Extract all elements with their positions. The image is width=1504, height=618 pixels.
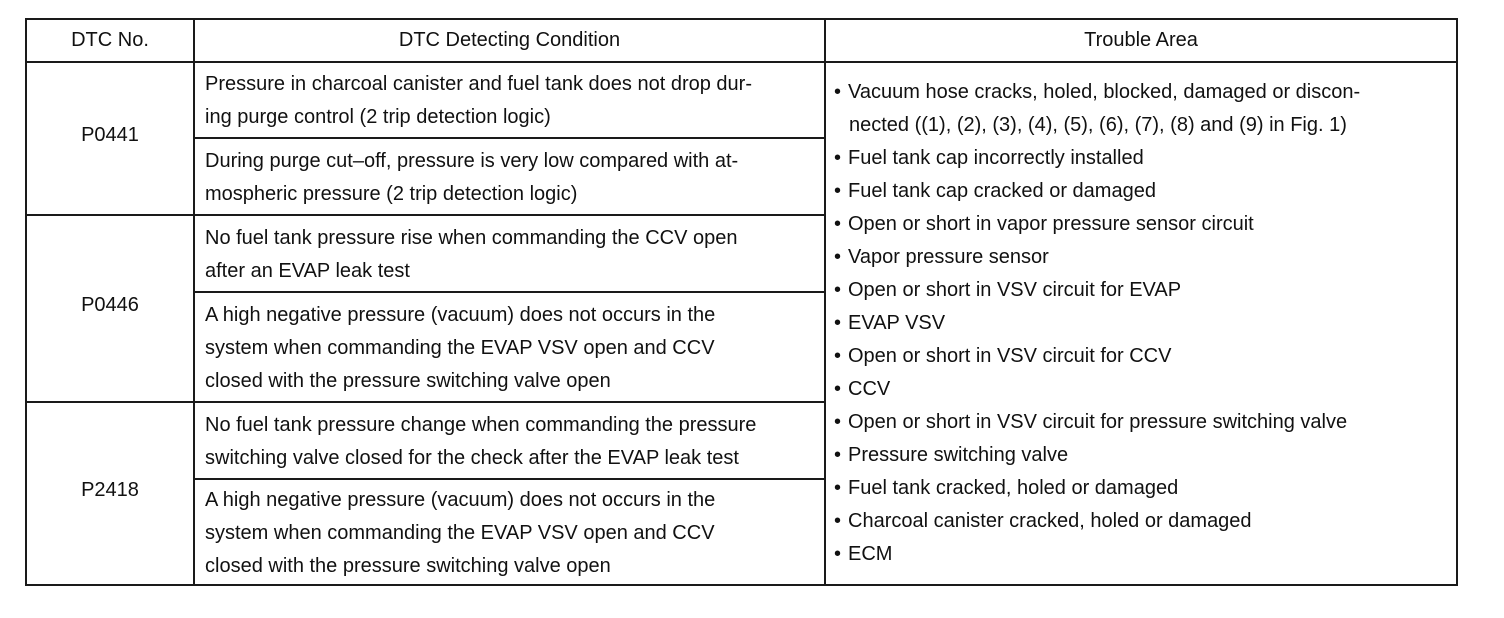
list-item [834, 241, 1446, 274]
list-item [834, 142, 1446, 175]
condition-cell [194, 62, 825, 138]
list-item [834, 307, 1446, 340]
list-item [834, 406, 1446, 439]
list-item-line: • Fuel tank cap incorrectly installed [848, 147, 1144, 169]
list-item [834, 373, 1446, 406]
list-item-line: • Pressure switching valve [848, 444, 1069, 466]
condition-cell [194, 402, 825, 479]
condition-line: switching valve closed for the check after the EVAP leak test [205, 446, 739, 469]
list-item-line: • Open or short in VSV circuit for pressure switching valve [848, 411, 1348, 433]
list-item-line: • Open or short in VSV circuit for EVAP [848, 279, 1182, 301]
condition-line: closed with the pressure switching valve open [205, 369, 611, 392]
list-item-line: • Open or short in VSV circuit for CCV [848, 345, 1172, 367]
list-item-line: • Vapor pressure sensor [848, 246, 1049, 268]
condition-cell [194, 215, 825, 292]
list-item [834, 538, 1446, 571]
condition-line: A high negative pressure (vacuum) does not occurs in the [205, 488, 716, 511]
list-item-line: • EVAP VSV [848, 312, 946, 334]
list-item [834, 505, 1446, 538]
header-condition: DTC Detecting Condition [194, 19, 825, 62]
condition-line: No fuel tank pressure change when commanding the pressure [205, 413, 757, 436]
condition-cell [194, 292, 825, 402]
list-item [834, 472, 1446, 505]
condition-line: ing purge control (2 trip detection logic) [205, 106, 551, 128]
header-trouble-area: Trouble Area [825, 19, 1457, 62]
condition-line: after an EVAP leak test [205, 259, 410, 282]
list-item-line: • Charcoal canister cracked, holed or damaged [848, 510, 1252, 532]
trouble-area-cell [825, 62, 1457, 585]
list-item-line: nected ((1), (2), (3), (4), (5), (6), (7), (8) and (9) in Fig. 1) [849, 114, 1347, 136]
list-item [834, 274, 1446, 307]
list-item [834, 439, 1446, 472]
condition-line: system when commanding the EVAP VSV open and CCV [205, 336, 715, 359]
list-item [834, 340, 1446, 373]
list-item [834, 208, 1446, 241]
header-dtc-no: DTC No. [26, 19, 194, 62]
condition-line: During purge cut–off, pressure is very low compared with at- [205, 149, 739, 172]
dtc-code: P2418 [26, 402, 194, 585]
list-item-line: • CCV [848, 378, 891, 400]
list-item-line: • Fuel tank cracked, holed or damaged [848, 477, 1179, 499]
trouble-area-list [834, 76, 1446, 571]
condition-line: closed with the pressure switching valve open [205, 554, 611, 577]
list-item [834, 76, 1446, 142]
dtc-code: P0446 [26, 215, 194, 402]
condition-line: No fuel tank pressure rise when commanding the CCV open [205, 226, 738, 249]
list-item-line: • Open or short in vapor pressure sensor circuit [848, 213, 1254, 235]
list-item-line: • Fuel tank cap cracked or damaged [848, 180, 1156, 202]
condition-line: A high negative pressure (vacuum) does not occurs in the [205, 303, 716, 326]
list-item-line: • Vacuum hose cracks, holed, blocked, damaged or discon- [848, 81, 1361, 103]
condition-cell [194, 479, 825, 585]
dtc-table [25, 18, 1458, 586]
header-row [26, 19, 1457, 62]
dtc-code: P0441 [26, 62, 194, 215]
condition-line: Pressure in charcoal canister and fuel tank does not drop dur- [205, 73, 752, 95]
condition-line: system when commanding the EVAP VSV open and CCV [205, 521, 715, 544]
condition-line: mospheric pressure (2 trip detection logic) [205, 182, 578, 205]
table-row [26, 62, 1457, 138]
list-item [834, 175, 1446, 208]
list-item-line: • ECM [848, 543, 893, 565]
condition-cell [194, 138, 825, 215]
